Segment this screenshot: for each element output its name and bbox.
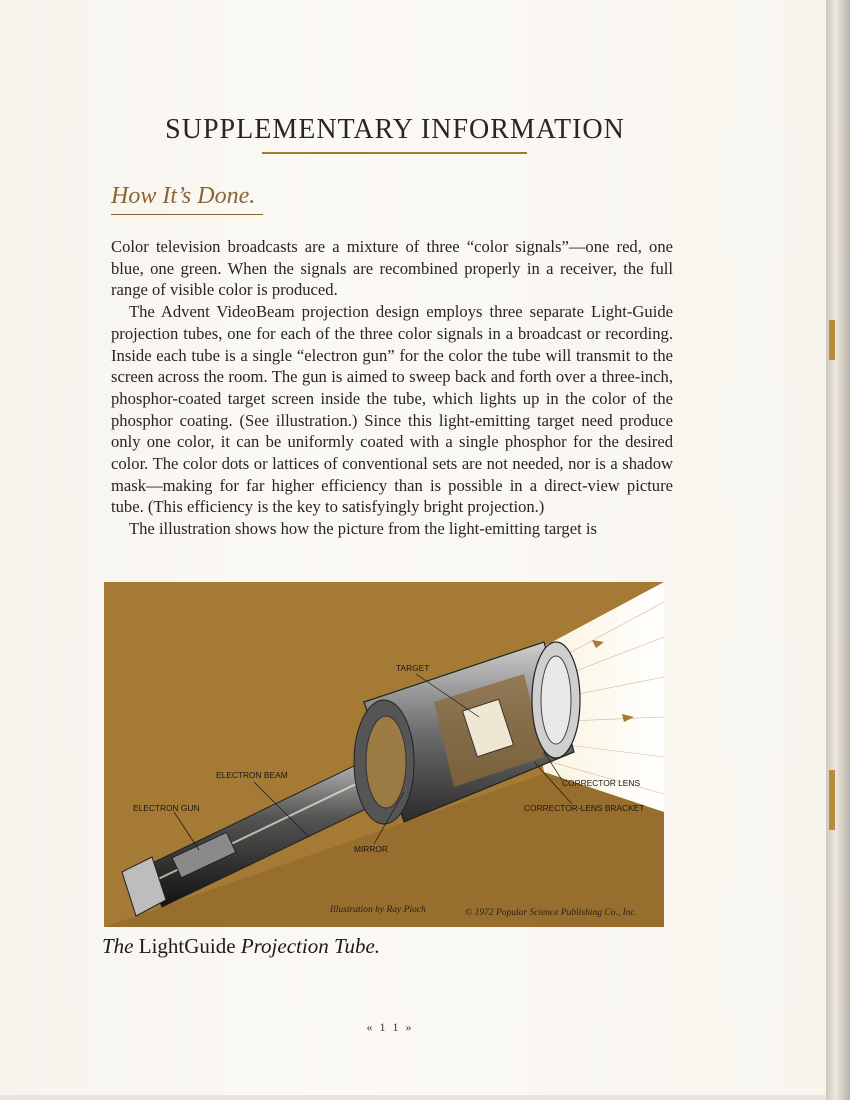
- page-edge-mark: [829, 320, 835, 360]
- page-edge-mark: [829, 770, 835, 830]
- lightguide-illustration: [104, 582, 664, 927]
- tube-interior: [366, 716, 406, 808]
- illustration-credit: Illustration by Ray Pioch: [330, 905, 426, 915]
- label-corrector-lens: CORRECTOR LENS: [562, 778, 641, 788]
- figure-caption: [102, 934, 380, 959]
- title-rule: [262, 152, 527, 154]
- label-electron-gun: ELECTRON GUN: [133, 803, 200, 813]
- section-heading: How It’s Done.: [111, 183, 256, 209]
- page-title: SUPPLEMENTARY INFORMATION: [165, 114, 625, 145]
- section-rule: [111, 214, 263, 215]
- label-mirror: MIRROR: [354, 844, 388, 854]
- copyright-credit: © 1972 Popular Science Publishing Co., Inc.: [465, 908, 638, 918]
- label-corrector-lens-bracket: CORRECTOR-LENS BRACKET: [524, 803, 645, 813]
- caption-part: The: [102, 934, 134, 958]
- body-text: [111, 236, 673, 540]
- paragraph: Color television broadcasts are a mixture of three “color signals”—one red, one blue, one green. When the signals are recombined properly in a receiver, the full range of visible color is produced.: [111, 237, 673, 300]
- tube-diagram: [104, 582, 664, 927]
- page-edge: [826, 0, 850, 1100]
- page-number: « 1 1 »: [366, 1020, 414, 1034]
- caption-part: LightGuide: [138, 934, 236, 958]
- caption-part: Projection Tube.: [240, 934, 381, 958]
- label-electron-beam: ELECTRON BEAM: [216, 770, 288, 780]
- paragraph: The illustration shows how the picture from the light-emitting target is: [129, 519, 597, 539]
- label-target: TARGET: [396, 663, 430, 673]
- corrector-lens-glass: [541, 656, 571, 744]
- paragraph: The Advent VideoBeam projection design employs three separate Light-Guide projection tubes, one for each of the three color signals in a broadcast or recording. Inside each tube is a single “electron gun” for the color the tube will transmit to the screen across the room. The gun is aimed to sweep back and forth over a three-inch, phosphor-coated target screen inside the tube, which lights up in the color of the phosphor coating. (See illustration.) Since this light-emitting target need produce only one color, it can be uniformly coated with a single phosphor for the desired color. The color dots or lattices of conventional sets are not needed, nor is a shadow mask—making for far higher efficiency than is possible in a direct-view picture tube. (This efficiency is the key to satisfyingly bright projection.): [111, 302, 673, 517]
